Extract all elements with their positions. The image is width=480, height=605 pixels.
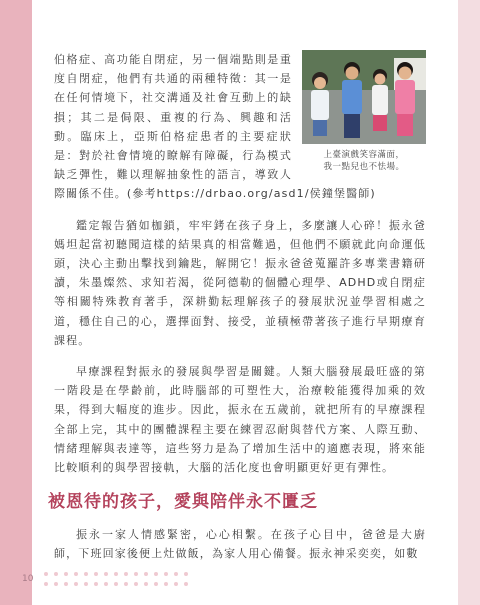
decorative-dots <box>42 570 202 594</box>
caption-line-2: 我一點兒也不怯場。 <box>323 162 405 172</box>
paragraph-3: 早療課程對振永的發展與學習是關鍵。人類大腦發展最旺盛的第一階段是在學齡前，此時腦部的可塑性大，治療較能獲得加乘的效果，得到大幅度的進步。因此，振永在五歲前，就把所有的早療課程全部上完，其中的團體課程主要在練習忍耐與替代方案、人際互動、情緒理解與表達等，這些努力是為了增加生活中的適應表現，將來能比較順利的與學習接軌，大腦的活化度也會明顯更好更有彈性。 <box>54 365 426 475</box>
right-decorative-bar <box>458 0 480 605</box>
paragraph-4: 振永一家人情感緊密，心心相繫。在孩子心目中，爸爸是大廚師，下班回家後便上灶做飯，為家人用心備餐。振永神采奕奕，如數 <box>54 528 426 561</box>
children-photo <box>302 50 426 144</box>
photo-caption <box>302 149 426 173</box>
page-content <box>48 53 426 564</box>
section-heading: 被恩待的孩子，愛與陪伴永不匱乏 <box>48 492 318 513</box>
caption-line-1: 上臺演戲笑容滿面， <box>323 150 405 160</box>
page-number: 10 <box>22 574 34 584</box>
children-illustration <box>302 50 426 144</box>
paragraph-2: 鑑定報告猶如枷鎖，牢牢銬在孩子身上，多麼讓人心碎！振永爸媽坦起當初聽聞這樣的結果真的相當難過，但他們不願就此向命運低頭，決心主動出擊找到鑰匙，解開它！振永爸爸蒐羅許多專業書籍研讀，朱墨燦然、求知若渴，從阿德勒的個體心理學、ADHD或自閉症等相關特殊教育著手，深耕勤耘理解孩子的發展狀況並學習相處之道，穩住自己的心，選擇面對、接受，並積極帶著孩子進行早期療育課程。 <box>54 218 426 347</box>
left-decorative-bar <box>0 0 32 605</box>
photo-block <box>302 50 426 173</box>
paragraph-1: 伯格症、高功能自閉症，另一個端點則是重度自閉症，他們有共通的兩種特徵：其一是在任何情境下，社交溝通及社會互動上的缺損；其二是侷限、重複的行為、興趣和活動。臨床上，亞斯伯格症患者的主要症狀是：對於社會情境的瞭解有障礙，行為模式缺乏彈性，難以理解抽象性的語言，導致人際關係不佳。(參考https://drbao.org/asd1/侯鐘堡醫師) <box>54 53 376 201</box>
